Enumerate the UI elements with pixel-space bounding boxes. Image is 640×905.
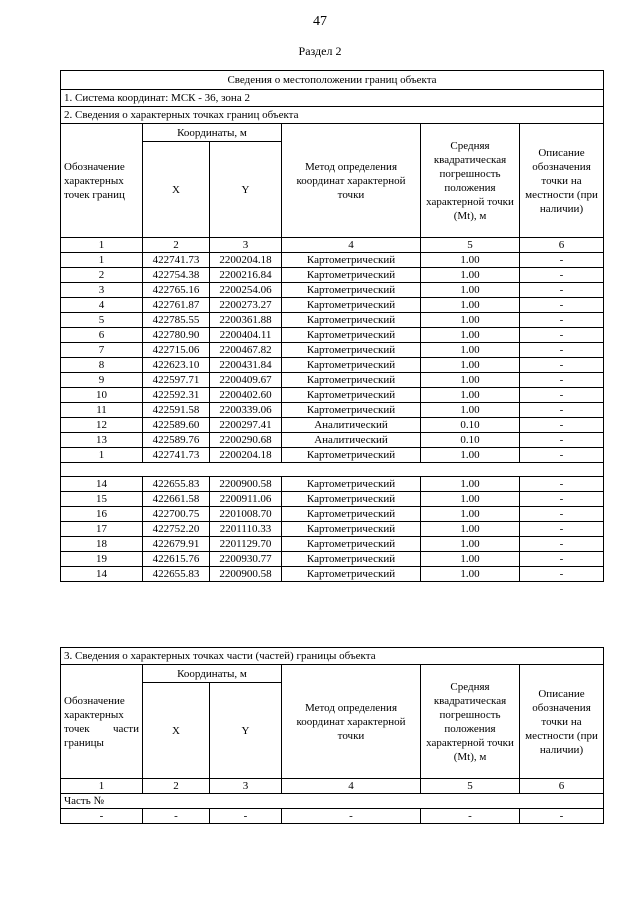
coord-y: 2200900.58 <box>210 477 282 492</box>
description: - <box>520 253 604 268</box>
coord-x: 422592.31 <box>143 388 210 403</box>
coord-y: 2200930.77 <box>210 552 282 567</box>
point-number: 14 <box>61 477 143 492</box>
method: Картометрический <box>282 253 421 268</box>
method: Картометрический <box>282 492 421 507</box>
accuracy: 1.00 <box>421 373 520 388</box>
parts-column-numbers-row <box>61 779 604 794</box>
method: Картометрический <box>282 358 421 373</box>
table-row <box>61 477 604 492</box>
accuracy: 1.00 <box>421 403 520 418</box>
column-number: 3 <box>210 779 282 794</box>
coord-y: 2200290.68 <box>210 433 282 448</box>
coord-y: 2200402.60 <box>210 388 282 403</box>
description: - <box>520 537 604 552</box>
accuracy: 1.00 <box>421 492 520 507</box>
part-cell: - <box>143 809 210 824</box>
point-number: 18 <box>61 537 143 552</box>
coord-x: 422589.60 <box>143 418 210 433</box>
part-label-row: Часть № <box>61 794 604 809</box>
coord-x: 422780.90 <box>143 328 210 343</box>
column-number: 1 <box>61 238 143 253</box>
point-number: 12 <box>61 418 143 433</box>
chars-title-row: 2. Сведения о характерных точках границ объекта <box>61 107 604 124</box>
point-number: 10 <box>61 388 143 403</box>
coord-x: 422655.83 <box>143 567 210 582</box>
point-number: 1 <box>61 253 143 268</box>
coord-x: 422623.10 <box>143 358 210 373</box>
coord-y: 2200409.67 <box>210 373 282 388</box>
method: Картометрический <box>282 283 421 298</box>
point-number: 1 <box>61 448 143 463</box>
description: - <box>520 403 604 418</box>
header-y: Y <box>210 142 282 238</box>
point-number: 19 <box>61 552 143 567</box>
method: Картометрический <box>282 328 421 343</box>
coord-y: 2200204.18 <box>210 253 282 268</box>
method: Картометрический <box>282 567 421 582</box>
coord-x: 422741.73 <box>143 448 210 463</box>
description: - <box>520 373 604 388</box>
part-cell: - <box>520 809 604 824</box>
method: Картометрический <box>282 313 421 328</box>
coord-y: 2200404.11 <box>210 328 282 343</box>
table-row <box>61 283 604 298</box>
method: Картометрический <box>282 552 421 567</box>
coord-x: 422785.55 <box>143 313 210 328</box>
accuracy: 1.00 <box>421 537 520 552</box>
table-row <box>61 253 604 268</box>
point-number: 2 <box>61 268 143 283</box>
description: - <box>520 507 604 522</box>
coord-x: 422597.71 <box>143 373 210 388</box>
description: - <box>520 388 604 403</box>
point-number: 7 <box>61 343 143 358</box>
coord-x: 422700.75 <box>143 507 210 522</box>
parts-title-row: 3. Сведения о характерных точках части (частей) границы объекта <box>61 648 604 665</box>
part-cell: - <box>210 809 282 824</box>
coord-y: 2200911.06 <box>210 492 282 507</box>
empty-cell <box>61 463 604 477</box>
description: - <box>520 313 604 328</box>
table-row <box>61 522 604 537</box>
method: Картометрический <box>282 537 421 552</box>
coord-system-row: 1. Система координат: МСК - 36, зона 2 <box>61 90 604 107</box>
method: Картометрический <box>282 507 421 522</box>
point-number: 16 <box>61 507 143 522</box>
table-row <box>61 537 604 552</box>
parts-header-method: Метод определения координат характерной точки <box>282 665 421 779</box>
table-row <box>61 433 604 448</box>
parts-header-coords: Координаты, м <box>143 665 282 683</box>
description: - <box>520 268 604 283</box>
method: Картометрический <box>282 268 421 283</box>
description: - <box>520 433 604 448</box>
coord-y: 2200339.06 <box>210 403 282 418</box>
coord-y: 2200431.84 <box>210 358 282 373</box>
method: Картометрический <box>282 373 421 388</box>
description: - <box>520 477 604 492</box>
accuracy: 1.00 <box>421 388 520 403</box>
method: Картометрический <box>282 403 421 418</box>
header-x: X <box>143 142 210 238</box>
part-cell: - <box>282 809 421 824</box>
method: Картометрический <box>282 388 421 403</box>
point-number: 5 <box>61 313 143 328</box>
column-number: 6 <box>520 779 604 794</box>
method: Картометрический <box>282 477 421 492</box>
parts-table <box>60 647 604 824</box>
boundaries-table <box>60 70 604 582</box>
coord-x: 422715.06 <box>143 343 210 358</box>
method: Картометрический <box>282 298 421 313</box>
accuracy: 1.00 <box>421 313 520 328</box>
table-row <box>61 268 604 283</box>
accuracy: 1.00 <box>421 268 520 283</box>
column-number: 2 <box>143 238 210 253</box>
table-row <box>61 298 604 313</box>
description: - <box>520 448 604 463</box>
accuracy: 1.00 <box>421 477 520 492</box>
point-number: 3 <box>61 283 143 298</box>
point-number: 17 <box>61 522 143 537</box>
coord-x: 422765.16 <box>143 283 210 298</box>
coord-y: 2200254.06 <box>210 283 282 298</box>
method: Картометрический <box>282 522 421 537</box>
table-row <box>61 418 604 433</box>
description: - <box>520 492 604 507</box>
point-number: 6 <box>61 328 143 343</box>
coord-y: 2200204.18 <box>210 448 282 463</box>
header-accuracy: Средняя квадратическая погрешность положения характерной точки (Mt), м <box>421 124 520 238</box>
description: - <box>520 298 604 313</box>
table-row <box>61 448 604 463</box>
accuracy: 0.10 <box>421 418 520 433</box>
description: - <box>520 522 604 537</box>
table-row <box>61 492 604 507</box>
part-cell: - <box>421 809 520 824</box>
description: - <box>520 328 604 343</box>
coord-x: 422655.83 <box>143 477 210 492</box>
column-number: 5 <box>421 238 520 253</box>
method: Аналитический <box>282 433 421 448</box>
parts-header-description: Описание обозначения точки на местности (при наличии) <box>520 665 604 779</box>
column-numbers-row <box>61 238 604 253</box>
accuracy: 1.00 <box>421 552 520 567</box>
parts-header-y: Y <box>210 683 282 779</box>
coord-y: 2200273.27 <box>210 298 282 313</box>
coord-y: 2201008.70 <box>210 507 282 522</box>
header-method: Метод определения координат характерной точки <box>282 124 421 238</box>
table-row <box>61 552 604 567</box>
accuracy: 1.00 <box>421 522 520 537</box>
coord-y: 2200467.82 <box>210 343 282 358</box>
table-title: Сведения о местоположении границ объекта <box>61 71 604 90</box>
part-row <box>61 809 604 824</box>
coord-x: 422754.38 <box>143 268 210 283</box>
table-row <box>61 388 604 403</box>
accuracy: 1.00 <box>421 448 520 463</box>
section-title: Раздел 2 <box>298 44 342 58</box>
accuracy: 1.00 <box>421 328 520 343</box>
table-row <box>61 403 604 418</box>
description: - <box>520 283 604 298</box>
method: Картометрический <box>282 448 421 463</box>
coord-y: 2201129.70 <box>210 537 282 552</box>
accuracy: 0.10 <box>421 433 520 448</box>
description: - <box>520 343 604 358</box>
point-number: 4 <box>61 298 143 313</box>
parts-header-point-name: Обозначение характерных точек части границы <box>61 665 143 779</box>
part-cell: - <box>61 809 143 824</box>
method: Аналитический <box>282 418 421 433</box>
accuracy: 1.00 <box>421 507 520 522</box>
point-number: 15 <box>61 492 143 507</box>
accuracy: 1.00 <box>421 358 520 373</box>
coord-x: 422679.91 <box>143 537 210 552</box>
coord-x: 422589.76 <box>143 433 210 448</box>
parts-header-x: X <box>143 683 210 779</box>
point-number: 13 <box>61 433 143 448</box>
point-number: 11 <box>61 403 143 418</box>
coord-y: 2200361.88 <box>210 313 282 328</box>
column-number: 2 <box>143 779 210 794</box>
description: - <box>520 418 604 433</box>
table-row <box>61 373 604 388</box>
table-row <box>61 358 604 373</box>
accuracy: 1.00 <box>421 298 520 313</box>
empty-separator-row <box>61 463 604 477</box>
table-row <box>61 567 604 582</box>
coord-x: 422615.76 <box>143 552 210 567</box>
accuracy: 1.00 <box>421 253 520 268</box>
accuracy: 1.00 <box>421 567 520 582</box>
column-number: 5 <box>421 779 520 794</box>
column-number: 3 <box>210 238 282 253</box>
table-row <box>61 343 604 358</box>
description: - <box>520 567 604 582</box>
accuracy: 1.00 <box>421 283 520 298</box>
column-number: 4 <box>282 779 421 794</box>
page-number: 47 <box>313 14 327 29</box>
description: - <box>520 552 604 567</box>
point-number: 9 <box>61 373 143 388</box>
coord-x: 422661.58 <box>143 492 210 507</box>
coord-x: 422761.87 <box>143 298 210 313</box>
description: - <box>520 358 604 373</box>
parts-header-accuracy: Средняя квадратическая погрешность положения характерной точки (Mt), м <box>421 665 520 779</box>
coord-x: 422591.58 <box>143 403 210 418</box>
header-coords: Координаты, м <box>143 124 282 142</box>
table-row <box>61 507 604 522</box>
coord-x: 422752.20 <box>143 522 210 537</box>
header-description: Описание обозначения точки на местности (при наличии) <box>520 124 604 238</box>
header-point-name: Обозначение характерных точек границ <box>61 124 143 238</box>
column-number: 4 <box>282 238 421 253</box>
table-row <box>61 328 604 343</box>
coord-y: 2201110.33 <box>210 522 282 537</box>
accuracy: 1.00 <box>421 343 520 358</box>
column-number: 1 <box>61 779 143 794</box>
coord-y: 2200216.84 <box>210 268 282 283</box>
point-number: 8 <box>61 358 143 373</box>
column-number: 6 <box>520 238 604 253</box>
method: Картометрический <box>282 343 421 358</box>
coord-y: 2200900.58 <box>210 567 282 582</box>
table-row <box>61 313 604 328</box>
point-number: 14 <box>61 567 143 582</box>
coord-y: 2200297.41 <box>210 418 282 433</box>
coord-x: 422741.73 <box>143 253 210 268</box>
